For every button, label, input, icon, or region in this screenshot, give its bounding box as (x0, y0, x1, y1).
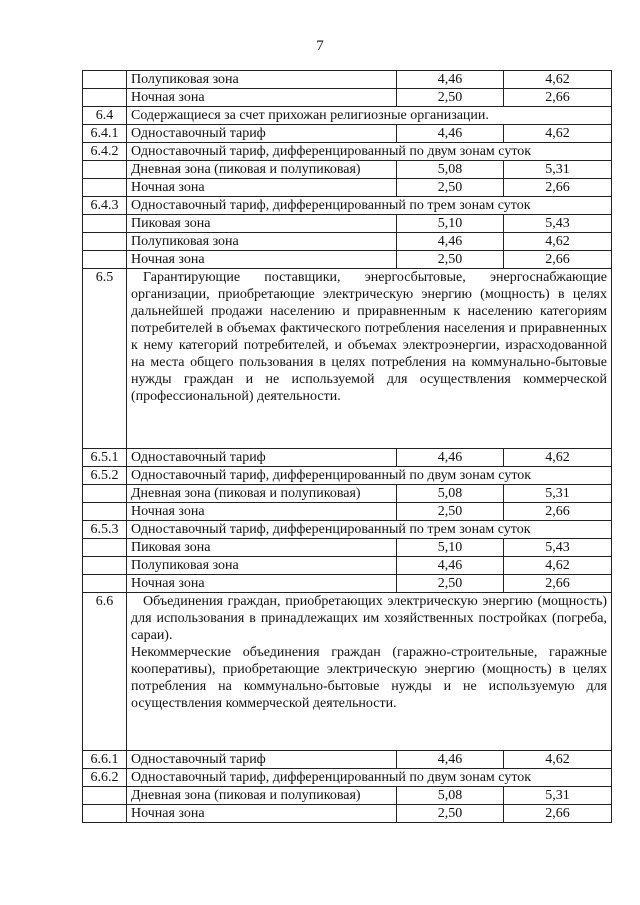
row-label: Пиковая зона (127, 215, 397, 233)
table-row (83, 539, 612, 557)
tariff-subheader: Одноставочный тариф, дифференцированный по трем зонам суток (127, 197, 612, 215)
row-number: 6.6.1 (83, 751, 127, 769)
table-row (83, 269, 612, 449)
table-row (83, 71, 612, 89)
row-value-1: 4,46 (397, 233, 504, 251)
row-number: 6.6 (83, 593, 127, 751)
row-value-1: 2,50 (397, 575, 504, 593)
category-description (127, 269, 612, 449)
table-row (83, 449, 612, 467)
table-row (83, 557, 612, 575)
tariff-table-body (83, 71, 612, 823)
row-number (83, 539, 127, 557)
row-value-2: 5,31 (504, 485, 612, 503)
row-label: Ночная зона (127, 89, 397, 107)
table-row (83, 125, 612, 143)
row-number (83, 575, 127, 593)
row-number: 6.4.3 (83, 197, 127, 215)
row-value-1: 5,10 (397, 539, 504, 557)
row-value-2: 4,62 (504, 449, 612, 467)
row-number: 6.5.1 (83, 449, 127, 467)
row-number (83, 485, 127, 503)
row-value-2: 5,31 (504, 787, 612, 805)
row-value-1: 5,08 (397, 161, 504, 179)
description-paragraph: Некоммерческие объединения граждан (гаражно-строительные, гаражные кооперативы), приобретающие электрическую энергию (мощность) в целях потребления на коммунально-бытовые нужды и не используемую для осуществления коммерческой деятельности. (131, 645, 607, 711)
row-value-2: 2,66 (504, 251, 612, 269)
row-label: Дневная зона (пиковая и полупиковая) (127, 787, 397, 805)
row-number (83, 71, 127, 89)
row-number: 6.5.2 (83, 467, 127, 485)
row-label: Дневная зона (пиковая и полупиковая) (127, 485, 397, 503)
row-value-2: 4,62 (504, 233, 612, 251)
table-row (83, 179, 612, 197)
table-row (83, 107, 612, 125)
table-row (83, 215, 612, 233)
tariff-subheader: Одноставочный тариф, дифференцированный по двум зонам суток (127, 769, 612, 787)
row-value-2: 5,43 (504, 215, 612, 233)
row-value-2: 5,31 (504, 161, 612, 179)
row-value-2: 2,66 (504, 575, 612, 593)
row-value-2: 4,62 (504, 125, 612, 143)
category-description (127, 593, 612, 751)
row-label: Одноставочный тариф (127, 449, 397, 467)
row-value-2: 2,66 (504, 503, 612, 521)
category-header: Содержащиеся за счет прихожан религиозные организации. (127, 107, 612, 125)
row-number (83, 787, 127, 805)
row-label: Полупиковая зона (127, 233, 397, 251)
row-label: Ночная зона (127, 503, 397, 521)
row-value-2: 4,62 (504, 71, 612, 89)
row-label: Ночная зона (127, 179, 397, 197)
row-label: Дневная зона (пиковая и полупиковая) (127, 161, 397, 179)
row-value-1: 2,50 (397, 251, 504, 269)
table-row (83, 787, 612, 805)
row-value-2: 2,66 (504, 89, 612, 107)
table-row (83, 485, 612, 503)
row-value-2: 4,62 (504, 751, 612, 769)
table-row (83, 769, 612, 787)
row-value-1: 5,08 (397, 485, 504, 503)
row-value-1: 4,46 (397, 449, 504, 467)
tariff-subheader: Одноставочный тариф, дифференцированный по трем зонам суток (127, 521, 612, 539)
table-row (83, 593, 612, 751)
table-row (83, 805, 612, 823)
row-number: 6.5 (83, 269, 127, 449)
row-label: Полупиковая зона (127, 71, 397, 89)
row-value-1: 2,50 (397, 179, 504, 197)
row-value-2: 5,43 (504, 539, 612, 557)
description-paragraph: Объединения граждан, приобретающих электрическую энергию (мощность) для использования в принадлежащих им хозяйственных постройках (погреба, сараи). (131, 594, 607, 643)
row-value-2: 2,66 (504, 179, 612, 197)
table-row (83, 575, 612, 593)
row-number: 6.4.2 (83, 143, 127, 161)
row-value-1: 5,10 (397, 215, 504, 233)
table-row (83, 251, 612, 269)
row-value-1: 2,50 (397, 89, 504, 107)
row-number (83, 557, 127, 575)
row-value-1: 4,46 (397, 557, 504, 575)
description-paragraph: Гарантирующие поставщики, энергосбытовые, энергоснабжающие организации, приобретающие электрическую энергию (мощность) в целях дальнейшей продажи населению и приравненным к населению категориям потребителей в объемах фактического потребления населения и приравненных к нему категорий потребителей, и объемах электроэнергии, израсходованной на места общего пользования в целях потребления на коммунально-бытовые нужды граждан и не используемой для осуществления коммерческой (профессиональной) деятельности. (131, 270, 607, 404)
row-value-1: 2,50 (397, 805, 504, 823)
row-label: Пиковая зона (127, 539, 397, 557)
row-number (83, 215, 127, 233)
tariff-subheader: Одноставочный тариф, дифференцированный по двум зонам суток (127, 143, 612, 161)
tariff-table (82, 70, 612, 823)
row-label: Ночная зона (127, 805, 397, 823)
row-label: Одноставочный тариф (127, 751, 397, 769)
row-value-1: 4,46 (397, 751, 504, 769)
table-row (83, 503, 612, 521)
row-value-2: 2,66 (504, 805, 612, 823)
row-value-1: 4,46 (397, 71, 504, 89)
table-row (83, 89, 612, 107)
table-row (83, 467, 612, 485)
row-number (83, 179, 127, 197)
table-row (83, 197, 612, 215)
row-number (83, 233, 127, 251)
row-number: 6.4 (83, 107, 127, 125)
row-number (83, 805, 127, 823)
row-value-1: 4,46 (397, 125, 504, 143)
row-value-2: 4,62 (504, 557, 612, 575)
row-value-1: 2,50 (397, 503, 504, 521)
row-label: Ночная зона (127, 575, 397, 593)
row-number: 6.5.3 (83, 521, 127, 539)
table-row (83, 143, 612, 161)
row-number: 6.6.2 (83, 769, 127, 787)
row-number (83, 251, 127, 269)
row-label: Одноставочный тариф (127, 125, 397, 143)
row-label: Ночная зона (127, 251, 397, 269)
row-number (83, 89, 127, 107)
table-row (83, 233, 612, 251)
tariff-subheader: Одноставочный тариф, дифференцированный по двум зонам суток (127, 467, 612, 485)
row-number: 6.4.1 (83, 125, 127, 143)
row-value-1: 5,08 (397, 787, 504, 805)
row-label: Полупиковая зона (127, 557, 397, 575)
row-number (83, 161, 127, 179)
page-number: 7 (316, 38, 324, 54)
table-row (83, 161, 612, 179)
row-number (83, 503, 127, 521)
table-row (83, 521, 612, 539)
table-row (83, 751, 612, 769)
